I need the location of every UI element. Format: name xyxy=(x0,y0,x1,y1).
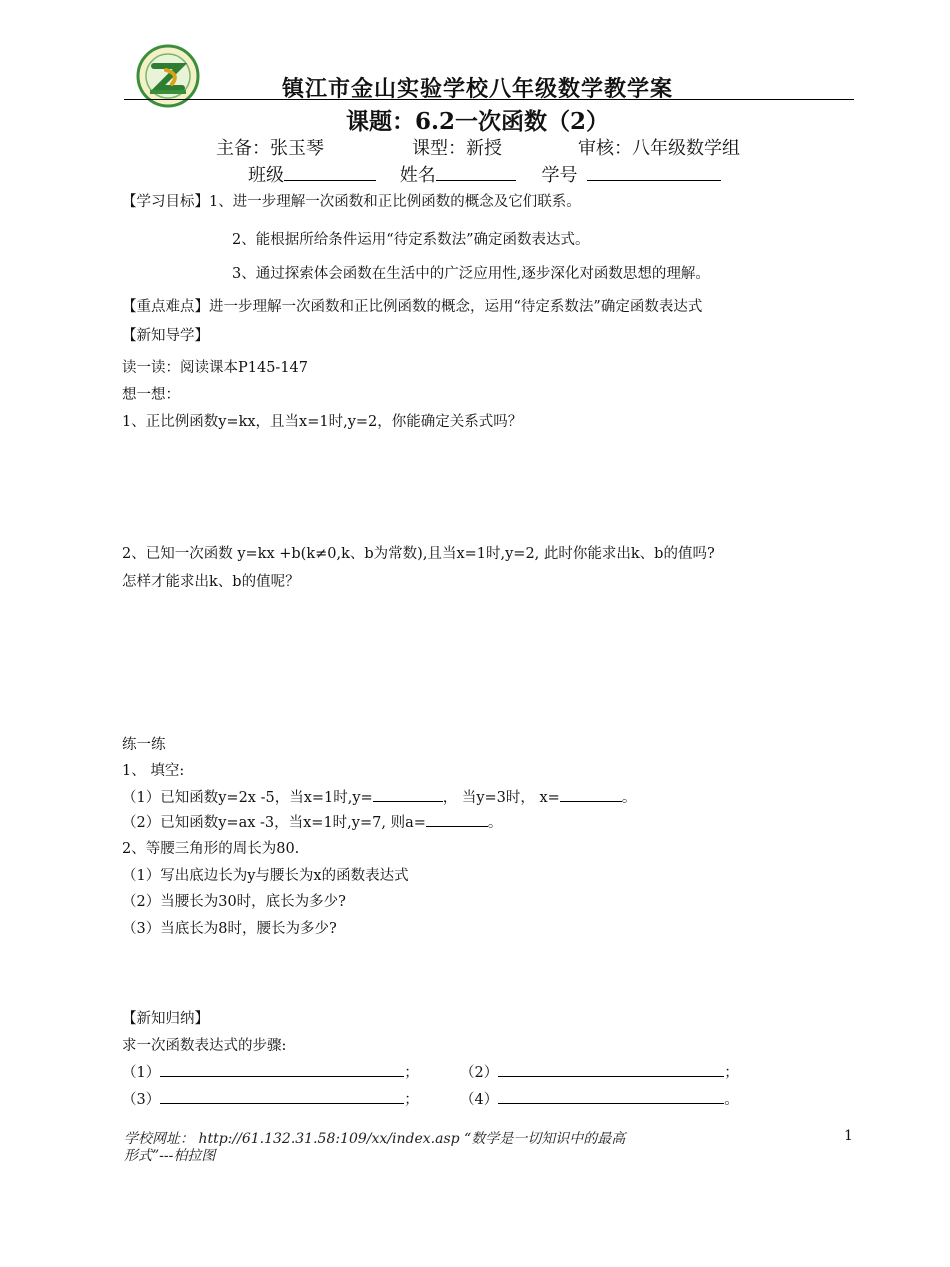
question-2-line2: 怎样才能求出k、b的值呢？ xyxy=(122,574,300,590)
step-4-field[interactable] xyxy=(498,1089,724,1104)
objective-2: 2、能根据所给条件运用“待定系数法”确定函数表达式。 xyxy=(232,232,590,248)
student-id-field[interactable] xyxy=(587,164,721,181)
class-label: 班级 xyxy=(248,165,284,186)
objective-1: 【学习目标】1、进一步理解一次函数和正比例函数的概念及它们联系。 xyxy=(122,194,581,210)
practice-heading: 练一练 xyxy=(122,737,166,753)
blank-a-value[interactable] xyxy=(426,812,488,827)
class-field[interactable] xyxy=(284,164,376,181)
footer-line-2: 形式”---柏拉图 xyxy=(124,1148,216,1164)
objectives-heading: 【学习目标】 xyxy=(122,194,209,210)
student-id-label: 学号 xyxy=(541,165,578,186)
read-instruction: 读一读：阅读课本P145-147 xyxy=(122,360,309,376)
new-knowledge-heading: 【新知导学】 xyxy=(122,328,209,344)
question-2-line1: 2、已知一次函数 y=kx +b(k≠0,k、b为常数),且当x=1时,y=2, 此时你能求出k、b的值吗? xyxy=(122,546,715,562)
step-2: （2） ； xyxy=(460,1061,739,1082)
step-3-field[interactable] xyxy=(160,1089,404,1104)
summary-intro: 求一次函数表达式的步骤: xyxy=(122,1038,287,1054)
step-1: （1） ； xyxy=(122,1061,419,1082)
step-2-field[interactable] xyxy=(498,1062,724,1077)
key-points-heading: 【重点难点】 xyxy=(122,299,209,315)
think-label: 想一想： xyxy=(122,387,180,403)
step-4: （4） 。 xyxy=(460,1088,739,1109)
lesson-type-label: 课型：新授 xyxy=(412,138,502,159)
summary-heading: 【新知归纳】 xyxy=(122,1011,209,1027)
school-title: 镇江市金山实验学校八年级数学教学案 xyxy=(282,76,674,102)
reviewer-label: 审核：八年级数学组 xyxy=(578,138,740,159)
step-1-field[interactable] xyxy=(160,1062,404,1077)
objective-3: 3、通过探索体会函数在生活中的广泛应用性,逐步深化对函数思想的理解。 xyxy=(232,266,710,282)
name-field[interactable] xyxy=(436,164,516,181)
practice-1a: （1）已知函数y=2x -5，当x=1时,y= ， 当y=3时， x= 。 xyxy=(122,786,636,807)
key-points: 【重点难点】进一步理解一次函数和正比例函数的概念，运用“待定系数法”确定函数表达式 xyxy=(122,299,703,315)
lesson-title: 课题：6.2一次函数（2） xyxy=(346,108,610,135)
practice-2c: （3）当底长为8时，腰长为多少? xyxy=(122,921,337,937)
preparer-label: 主备：张玉琴 xyxy=(216,138,324,159)
practice-1: 1、 填空: xyxy=(122,763,185,779)
page-number: 1 xyxy=(844,1128,853,1144)
practice-2: 2、等腰三角形的周长为80. xyxy=(122,841,300,857)
practice-2b: （2）当腰长为30时，底长为多少? xyxy=(122,894,346,910)
footer-line-1: 学校网址： http://61.132.31.58:109/xx/index.asp “数学是一切知识中的最高 xyxy=(124,1131,626,1147)
student-info-row xyxy=(248,161,721,187)
question-1: 1、正比例函数y=kx，且当x=1时,y=2，你能确定关系式吗？ xyxy=(122,414,523,430)
header-divider xyxy=(124,99,854,100)
practice-2a: （1）写出底边长为y与腰长为x的函数表达式 xyxy=(122,868,409,884)
blank-y-value[interactable] xyxy=(373,787,443,802)
blank-x-value[interactable] xyxy=(560,787,622,802)
name-label: 姓名 xyxy=(399,165,436,186)
practice-1b: （2）已知函数y=ax -3，当x=1时,y=7, 则a= 。 xyxy=(122,811,502,832)
step-3: （3） ； xyxy=(122,1088,419,1109)
